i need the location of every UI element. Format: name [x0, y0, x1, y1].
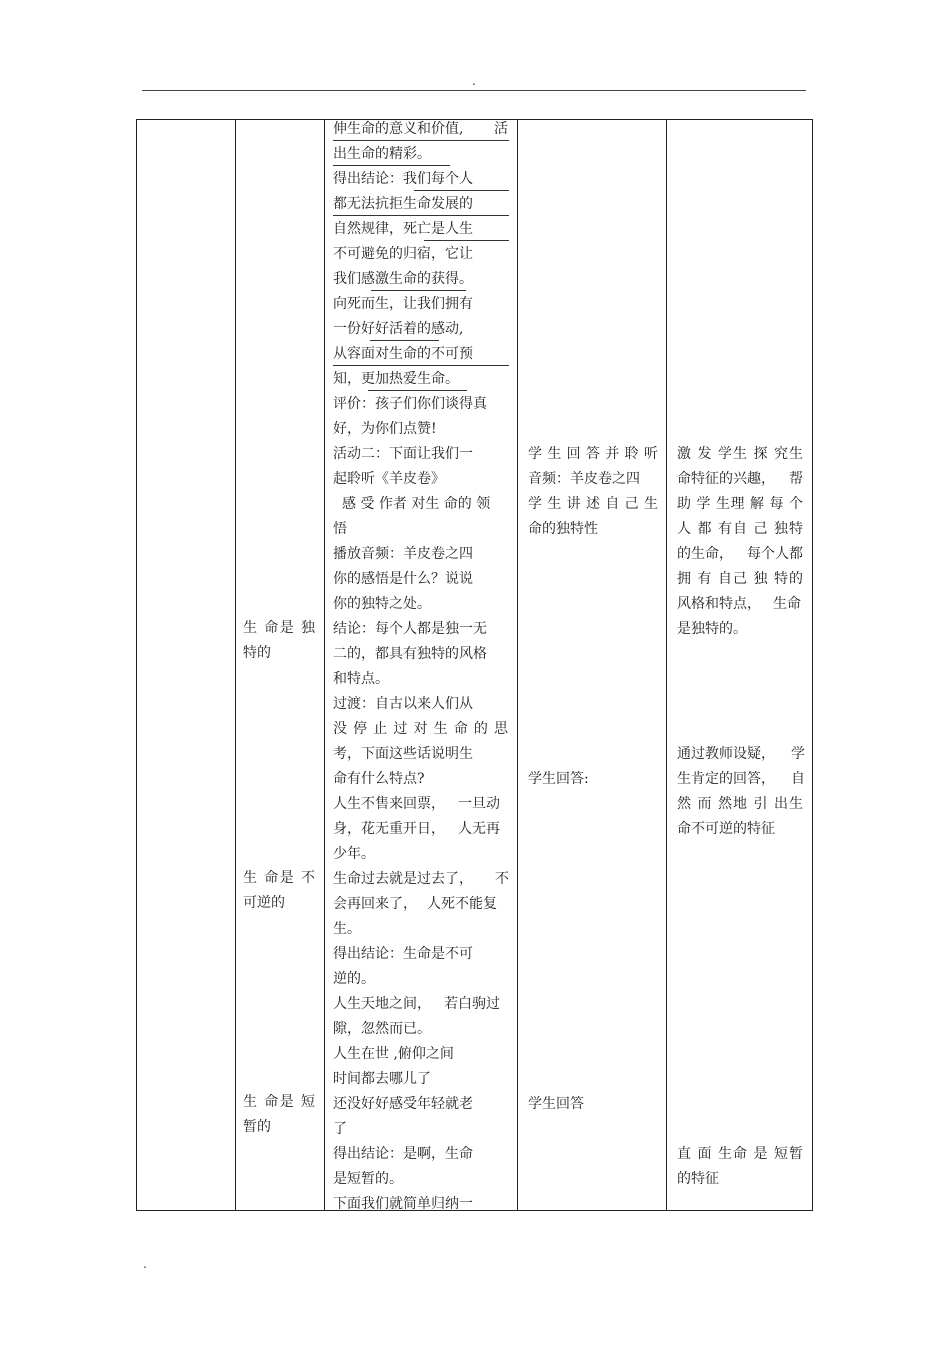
footer-mark: .: [143, 1257, 147, 1271]
topic-irreversible-line-2: 可逆的: [243, 895, 285, 911]
column-divider-4: [666, 119, 667, 1211]
text-underline: [424, 240, 509, 241]
teacher-line: 活动二：下面让我们一: [333, 446, 473, 462]
teacher-line: 逆的。: [333, 971, 375, 987]
teacher-line: 少年。: [333, 846, 375, 862]
student-line: 学生回答:: [528, 771, 589, 787]
teacher-line: 生命过去就是过去了，: [333, 871, 473, 887]
teacher-line: 你的感悟是什么？说说: [333, 571, 473, 587]
intent-line: 通过教师设疑，: [677, 746, 775, 762]
intent-line: 自: [791, 771, 805, 787]
teacher-line: 没 停 止 过 对 生 命 的 思: [333, 721, 508, 737]
teacher-line: 伸生命的意义和价值,: [333, 121, 464, 137]
intent-line: 拥 有 自己 独 特的: [677, 571, 803, 587]
text-underline: [333, 365, 509, 366]
topic-brief-line-1: 生 命是 短: [243, 1094, 315, 1110]
teacher-line: 得出结论：我们每个人: [333, 171, 473, 187]
teacher-line: 你的独特之处。: [333, 596, 431, 612]
teacher-line: 人生天地之间，: [333, 996, 431, 1012]
teacher-line: 时间都去哪儿了: [333, 1071, 431, 1087]
teacher-line: 向死而生，让我们拥有: [333, 296, 473, 312]
intent-line: 激 发 学生 探 究生: [677, 446, 803, 462]
column-divider-1: [235, 119, 236, 1211]
intent-line: 生命: [773, 596, 801, 612]
teacher-line: 从容面对生命的不可预: [333, 346, 473, 362]
teacher-line: 是短暂的。: [333, 1171, 403, 1187]
teacher-line: 播放音频：羊皮卷之四: [333, 546, 473, 562]
teacher-line: 知，更加热爱生命。: [333, 371, 459, 387]
lesson-table: [136, 119, 813, 1211]
teacher-line: 还没好好感受年轻就老: [333, 1096, 473, 1112]
topic-unique-line-1: 生 命是 独: [243, 620, 315, 636]
topic-brief-line-2: 暂的: [243, 1119, 271, 1135]
intent-line: 每个人都: [747, 546, 803, 562]
teacher-line: 了: [333, 1121, 347, 1137]
text-underline: [368, 390, 467, 391]
text-underline: [371, 290, 466, 291]
teacher-line: 评价：孩子们你们谈得真: [333, 396, 487, 412]
text-underline: [333, 140, 509, 141]
teacher-line: 人生不售来回票，: [333, 796, 445, 812]
teacher-line: 人死不能复: [427, 896, 497, 912]
teacher-line: 人生在世 ,俯仰之间: [333, 1046, 454, 1062]
text-underline: [333, 215, 509, 216]
teacher-line: 好，为你们点赞!: [333, 421, 437, 437]
student-line: 音频：羊皮卷之四: [528, 471, 640, 487]
teacher-line: 结论：每个人都是独一无: [333, 621, 487, 637]
header-rule: [142, 90, 806, 91]
teacher-line: 出生命的精彩。: [333, 146, 431, 162]
teacher-line: 悟: [333, 521, 347, 537]
intent-line: 然 而 然地 引 出生: [677, 796, 803, 812]
intent-line: 学: [791, 746, 805, 762]
intent-line: 帮: [789, 471, 803, 487]
student-line: 命的独特性: [528, 521, 598, 537]
student-line: 学 生 讲 述 自 己 生: [528, 496, 658, 512]
student-line: 学 生 回 答 并 聆 听: [528, 446, 658, 462]
intent-line: 是独特的。: [677, 621, 747, 637]
column-divider-3: [517, 119, 518, 1211]
teacher-line: 一份好好活着的感动,: [333, 321, 464, 337]
column-divider-2: [324, 119, 325, 1211]
text-underline: [370, 340, 439, 341]
intent-line: 助 学 生理 解 每 个: [677, 496, 803, 512]
teacher-line: 活: [494, 121, 508, 137]
intent-line: 命不可逆的特征: [677, 821, 775, 837]
teacher-line: 起聆听《羊皮卷》: [333, 471, 445, 487]
teacher-line: 身，花无重开日，: [333, 821, 445, 837]
teacher-line: 得出结论：生命是不可: [333, 946, 473, 962]
teacher-line: 都无法抗拒生命发展的: [333, 196, 473, 212]
teacher-line: 不可避免的归宿，它让: [333, 246, 473, 262]
text-underline: [333, 165, 450, 166]
student-line: 学生回答: [528, 1096, 584, 1112]
topic-unique-line-2: 特的: [243, 645, 271, 661]
teacher-line: 一旦动: [458, 796, 500, 812]
teacher-line: 会再回来了，: [333, 896, 417, 912]
teacher-line: 若白驹过: [444, 996, 500, 1012]
intent-line: 的生命，: [677, 546, 733, 562]
intent-line: 命特征的兴趣，: [677, 471, 775, 487]
teacher-line: 考，下面这些话说明生: [333, 746, 473, 762]
topic-irreversible-line-1: 生 命是 不: [243, 870, 315, 886]
teacher-line: 隙，忽然而已。: [333, 1021, 431, 1037]
intent-line: 生肯定的回答，: [677, 771, 775, 787]
teacher-line: 自然规律，死亡是人生: [333, 221, 473, 237]
header-mark: .: [472, 74, 476, 88]
teacher-line: 生。: [333, 921, 361, 937]
teacher-line: 二的，都具有独特的风格: [333, 646, 487, 662]
teacher-line: 不: [495, 871, 509, 887]
teacher-line: 人无再: [458, 821, 500, 837]
intent-line: 直 面 生命 是 短暂: [677, 1146, 803, 1162]
teacher-line: 过渡：自古以来人们从: [333, 696, 473, 712]
intent-line: 风格和特点，: [677, 596, 761, 612]
teacher-line: 下面我们就简单归纳一: [333, 1196, 473, 1212]
intent-line: 人 都 有自 己 独特: [677, 521, 803, 537]
text-underline: [414, 190, 509, 191]
intent-line: 的特征: [677, 1171, 719, 1187]
teacher-line: 感 受 作者 对生 命的 领: [342, 496, 491, 512]
teacher-line: 命有什么特点?: [333, 771, 425, 787]
teacher-line: 我们感激生命的获得。: [333, 271, 473, 287]
teacher-line: 得出结论：是啊，生命: [333, 1146, 473, 1162]
teacher-line: 和特点。: [333, 671, 389, 687]
